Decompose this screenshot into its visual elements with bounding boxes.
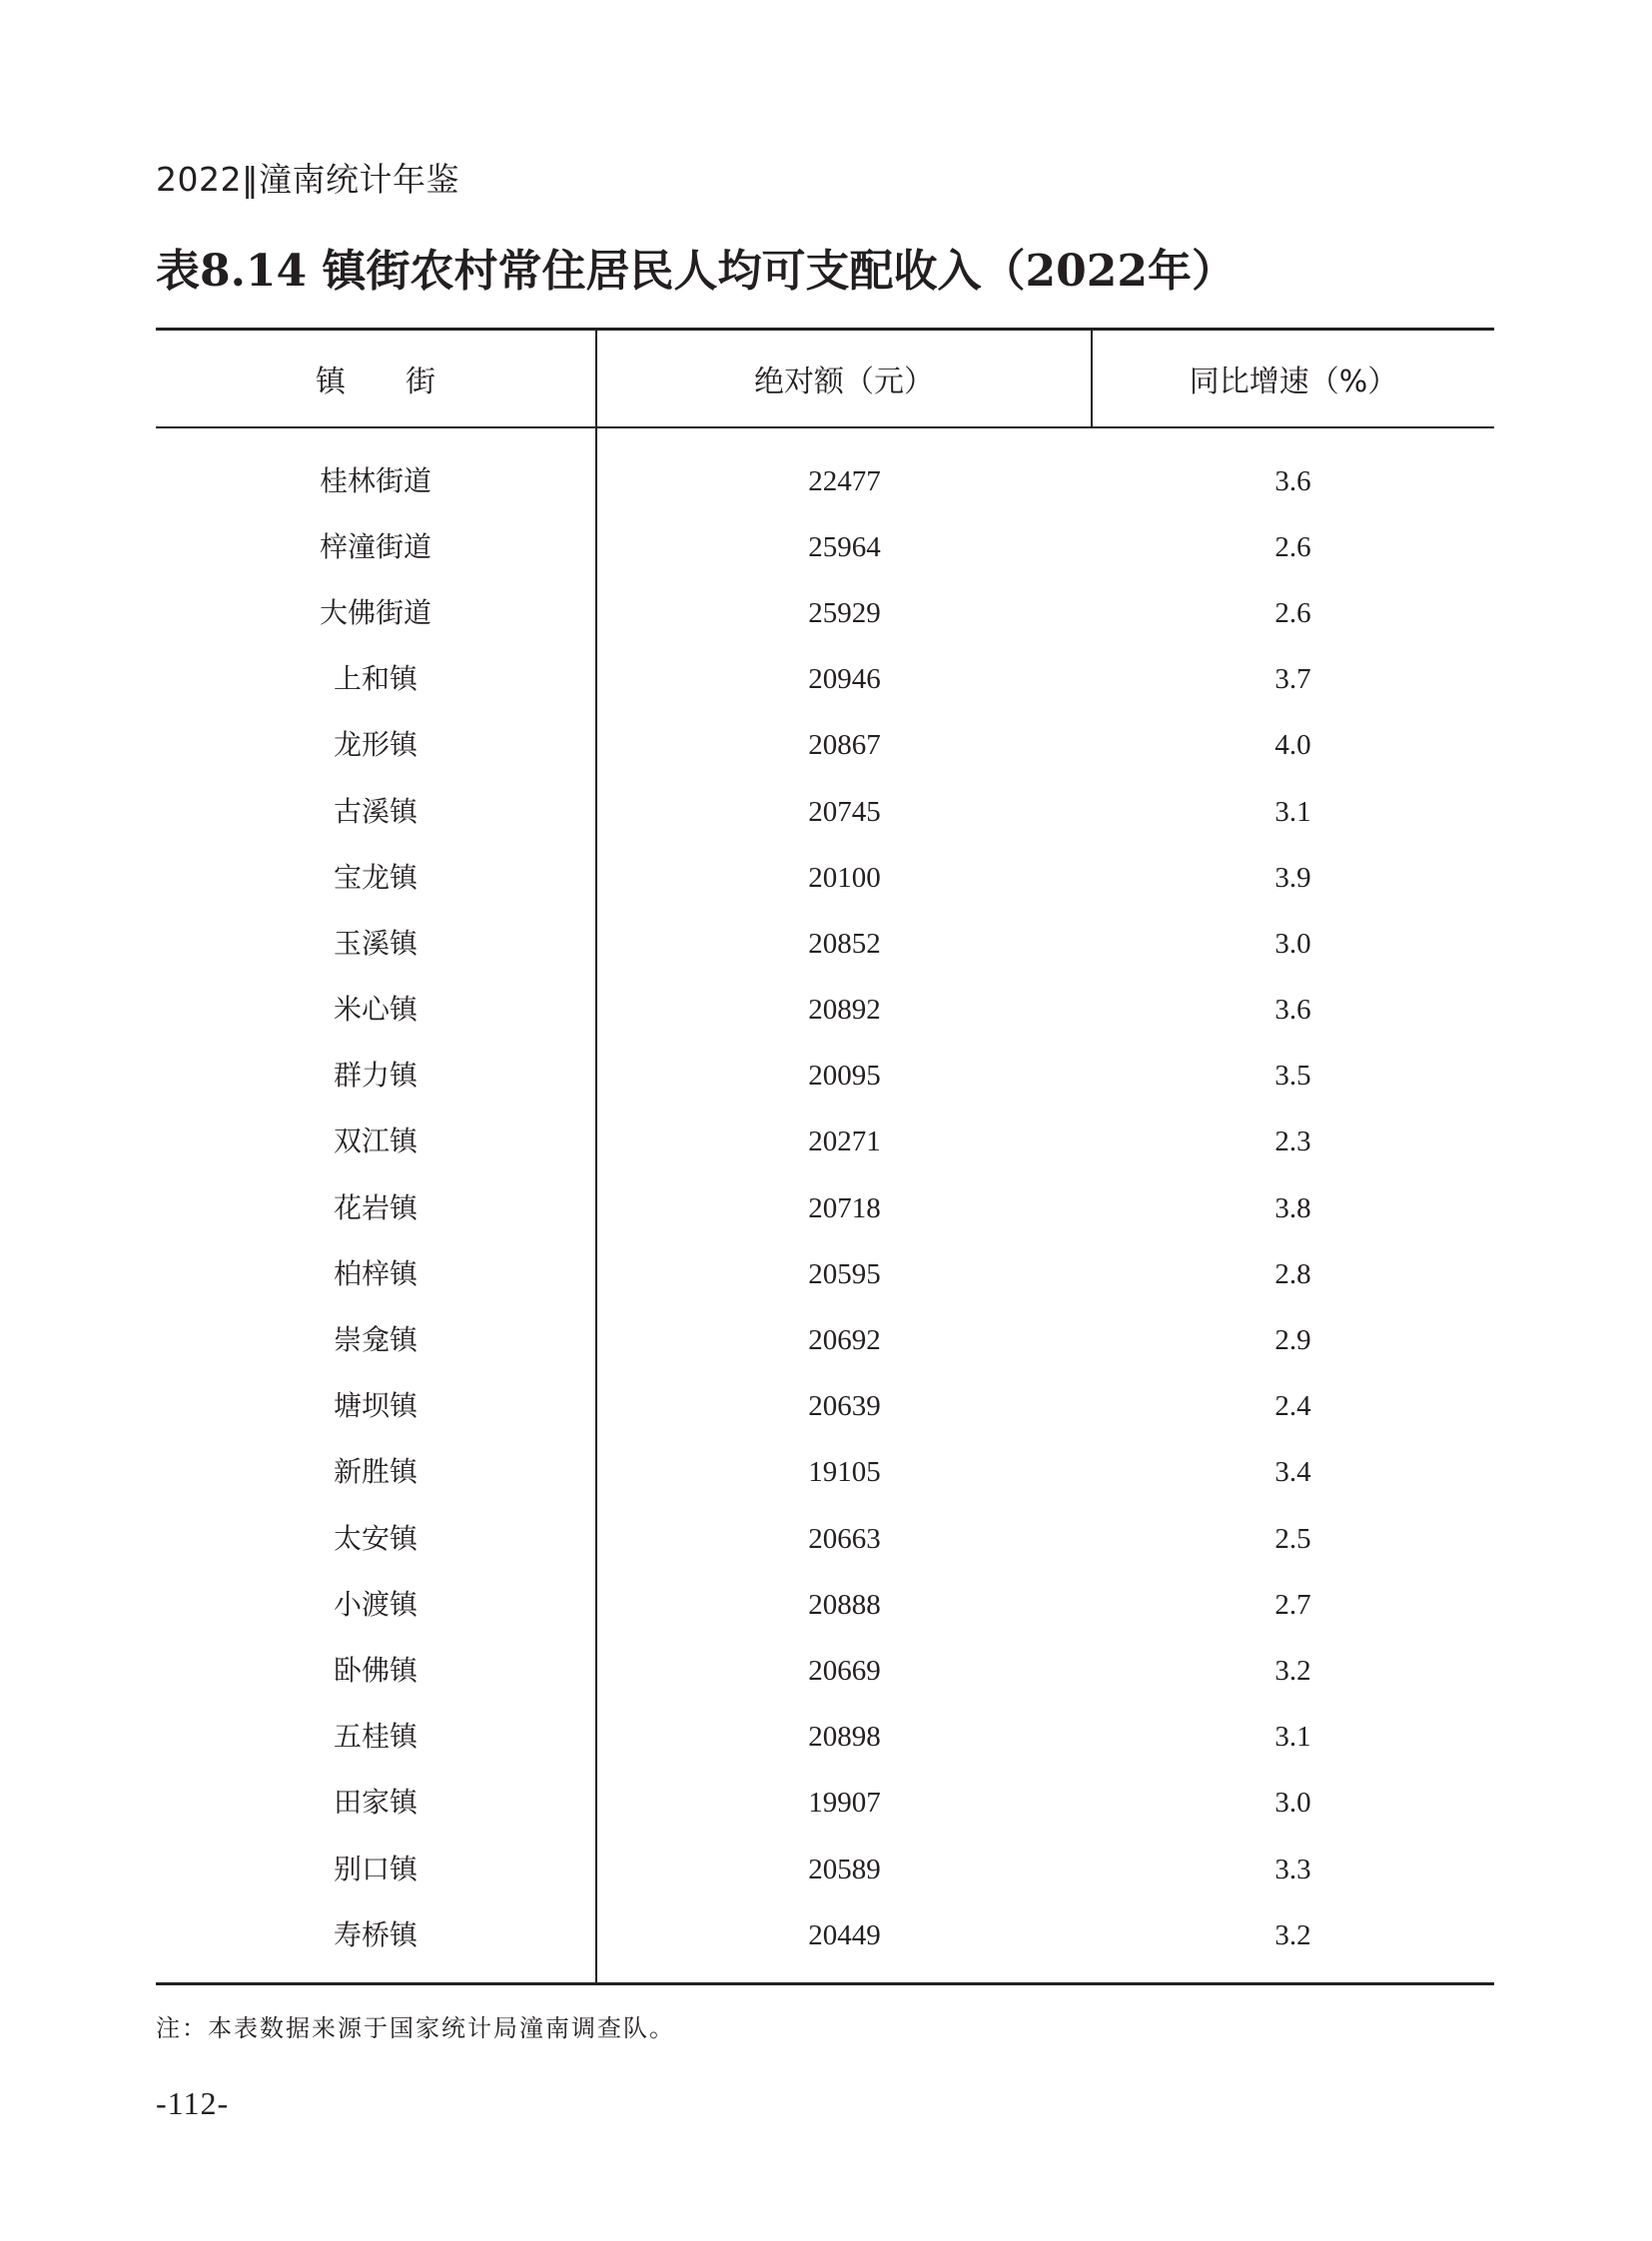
growth-rate-cell: 2.7 <box>1274 1588 1311 1621</box>
town-name-cell: 田家镇 <box>156 1770 596 1836</box>
town-name-cell: 五桂镇 <box>156 1704 596 1770</box>
running-header: 2022‖潼南统计年鉴 <box>156 160 459 199</box>
table-row <box>156 1109 1494 1174</box>
town-name-cell: 花岩镇 <box>156 1175 596 1241</box>
table-row <box>156 1836 1494 1901</box>
town-name-cell: 古溪镇 <box>156 778 596 844</box>
absolute-amount-cell: 20449 <box>596 1902 1092 1984</box>
table-body <box>156 427 1494 1984</box>
table-row <box>156 427 1494 514</box>
table-row <box>156 1043 1494 1109</box>
growth-rate-cell: 4.0 <box>1274 729 1311 762</box>
absolute-amount-cell: 22477 <box>808 464 881 497</box>
town-name-cell: 卧佛镇 <box>156 1638 596 1704</box>
table-row <box>156 778 1494 844</box>
growth-rate-cell: 3.4 <box>1274 1456 1311 1489</box>
source-note: 注：本表数据来源于国家统计局潼南调查队。 <box>156 2014 675 2042</box>
growth-rate-cell: 3.0 <box>1274 927 1311 960</box>
town-name-cell: 大佛街道 <box>156 580 596 646</box>
town-name-cell: 塘坝镇 <box>156 1373 596 1439</box>
table-header <box>156 330 1494 427</box>
table-row <box>156 1506 1494 1572</box>
table-row <box>156 712 1494 778</box>
absolute-amount-cell: 20663 <box>808 1522 881 1555</box>
town-name-cell: 上和镇 <box>156 646 596 712</box>
growth-rate-cell: 3.8 <box>1274 1191 1311 1224</box>
absolute-amount-cell: 25964 <box>808 530 881 563</box>
table-row <box>156 514 1494 580</box>
absolute-amount-cell: 20892 <box>808 994 881 1027</box>
growth-rate-cell: 2.3 <box>1274 1125 1311 1158</box>
table-row <box>156 911 1494 977</box>
income-table <box>156 328 1494 1985</box>
absolute-amount-cell: 20100 <box>808 861 881 894</box>
absolute-amount-cell: 20595 <box>808 1257 881 1290</box>
town-name-cell: 柏梓镇 <box>156 1241 596 1307</box>
table-row <box>156 1902 1494 1984</box>
absolute-amount-cell: 20095 <box>808 1060 881 1093</box>
town-name-cell: 别口镇 <box>156 1836 596 1901</box>
town-name-cell: 崇龛镇 <box>156 1307 596 1373</box>
absolute-amount-cell: 20852 <box>808 927 881 960</box>
header-row <box>156 330 1494 427</box>
absolute-amount-cell: 20639 <box>808 1390 881 1423</box>
absolute-amount-cell: 20718 <box>808 1191 881 1224</box>
growth-rate-cell: 3.2 <box>1092 1902 1494 1984</box>
growth-rate-cell: 3.1 <box>1274 1721 1311 1754</box>
page-number: -112- <box>156 2085 230 2121</box>
growth-rate-cell: 3.2 <box>1274 1654 1311 1687</box>
town-name-cell: 龙形镇 <box>156 712 596 778</box>
absolute-amount-cell: 20745 <box>808 795 881 828</box>
column-header-absolute-amount: 绝对额（元） <box>596 330 1092 427</box>
table-row <box>156 580 1494 646</box>
absolute-amount-cell: 20669 <box>808 1654 881 1687</box>
absolute-amount-cell: 20867 <box>808 729 881 762</box>
absolute-amount-cell: 20888 <box>808 1588 881 1621</box>
growth-rate-cell: 2.9 <box>1274 1324 1311 1357</box>
table-row <box>156 1572 1494 1638</box>
town-name-cell: 宝龙镇 <box>156 845 596 911</box>
table-row <box>156 845 1494 911</box>
column-header-town: 镇 街 <box>156 330 596 427</box>
growth-rate-cell: 3.0 <box>1274 1787 1311 1820</box>
table-title: 表8.14 镇街农村常住居民人均可支配收入（2022年） <box>156 246 1236 297</box>
table-row <box>156 1175 1494 1241</box>
town-name-cell: 米心镇 <box>156 977 596 1043</box>
growth-rate-cell: 2.8 <box>1274 1257 1311 1290</box>
town-name-cell: 梓潼街道 <box>156 514 596 580</box>
growth-rate-cell: 3.3 <box>1274 1853 1311 1885</box>
growth-rate-cell: 3.7 <box>1274 663 1311 696</box>
table-row <box>156 1770 1494 1836</box>
table-row <box>156 1704 1494 1770</box>
absolute-amount-cell: 20946 <box>808 663 881 696</box>
absolute-amount-cell: 19907 <box>808 1787 881 1820</box>
table-row <box>156 1638 1494 1704</box>
absolute-amount-cell: 19105 <box>808 1456 881 1489</box>
town-name-cell: 小渡镇 <box>156 1572 596 1638</box>
absolute-amount-cell: 25929 <box>808 596 881 629</box>
growth-rate-cell: 2.4 <box>1274 1390 1311 1423</box>
absolute-amount-cell: 20692 <box>808 1324 881 1357</box>
growth-rate-cell: 2.6 <box>1274 596 1311 629</box>
growth-rate-cell: 3.9 <box>1274 861 1311 894</box>
absolute-amount-cell: 20898 <box>808 1721 881 1754</box>
growth-rate-cell: 3.5 <box>1274 1060 1311 1093</box>
absolute-amount-cell: 20271 <box>808 1125 881 1158</box>
table-row <box>156 1307 1494 1373</box>
table-row <box>156 1241 1494 1307</box>
table-row <box>156 646 1494 712</box>
column-header-growth-rate: 同比增速（%） <box>1092 330 1494 427</box>
growth-rate-cell: 3.6 <box>1274 464 1311 497</box>
town-name-cell: 太安镇 <box>156 1506 596 1572</box>
table-row <box>156 977 1494 1043</box>
town-name-cell: 群力镇 <box>156 1043 596 1109</box>
town-name-cell: 新胜镇 <box>156 1439 596 1505</box>
growth-rate-cell: 3.6 <box>1274 994 1311 1027</box>
town-name-cell: 双江镇 <box>156 1109 596 1174</box>
town-name-cell: 玉溪镇 <box>156 911 596 977</box>
growth-rate-cell: 2.6 <box>1274 530 1311 563</box>
growth-rate-cell: 2.5 <box>1274 1522 1311 1555</box>
town-name-cell: 寿桥镇 <box>156 1902 596 1984</box>
town-name-cell: 桂林街道 <box>156 427 596 514</box>
table-row <box>156 1439 1494 1505</box>
table-row <box>156 1373 1494 1439</box>
absolute-amount-cell: 20589 <box>808 1853 881 1885</box>
growth-rate-cell: 3.1 <box>1274 795 1311 828</box>
